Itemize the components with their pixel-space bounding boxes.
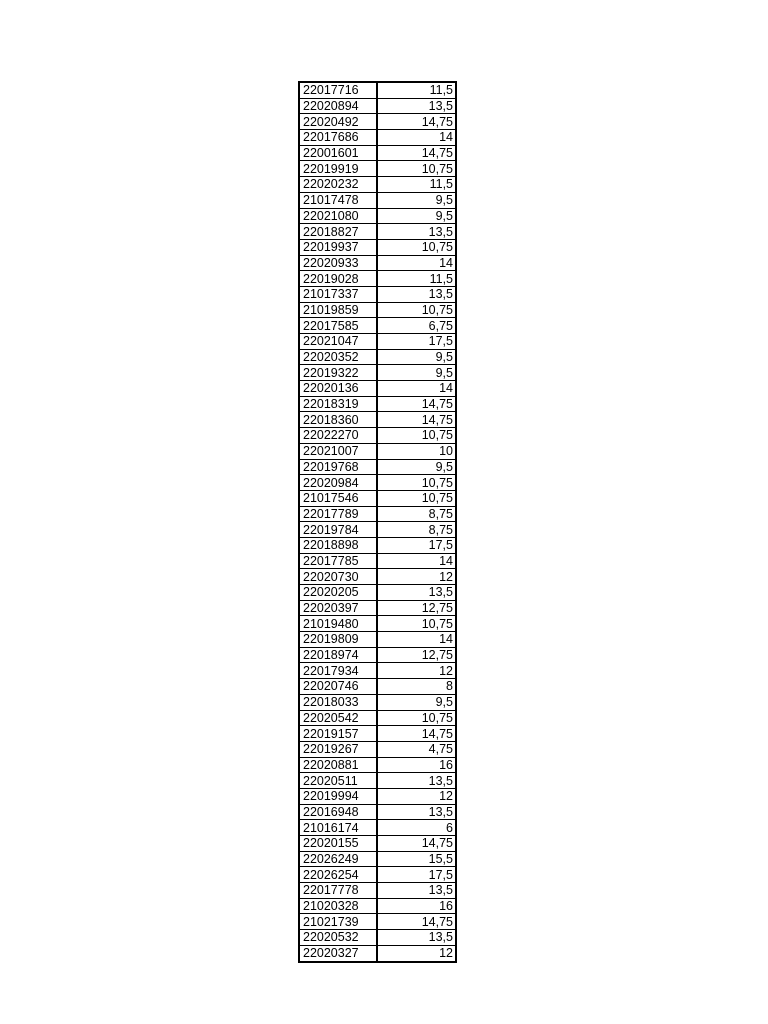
student-id-cell: 22017934 bbox=[299, 663, 377, 679]
table-row bbox=[299, 396, 456, 412]
table-row bbox=[299, 286, 456, 302]
table-row bbox=[299, 271, 456, 287]
table-row bbox=[299, 867, 456, 883]
score-cell: 14 bbox=[377, 632, 456, 648]
table-row bbox=[299, 553, 456, 569]
score-cell: 14,75 bbox=[377, 145, 456, 161]
score-cell: 17,5 bbox=[377, 537, 456, 553]
student-id-cell: 22018827 bbox=[299, 224, 377, 240]
student-id-cell: 22016948 bbox=[299, 804, 377, 820]
table-row bbox=[299, 130, 456, 146]
student-id-cell: 21019859 bbox=[299, 302, 377, 318]
score-cell: 8,75 bbox=[377, 506, 456, 522]
score-cell: 9,5 bbox=[377, 365, 456, 381]
student-id-cell: 22020155 bbox=[299, 836, 377, 852]
grade-table-body bbox=[299, 82, 456, 962]
table-row bbox=[299, 537, 456, 553]
student-id-cell: 22019028 bbox=[299, 271, 377, 287]
table-row bbox=[299, 726, 456, 742]
table-row bbox=[299, 820, 456, 836]
table-row bbox=[299, 334, 456, 350]
score-cell: 15,5 bbox=[377, 851, 456, 867]
student-id-cell: 22019768 bbox=[299, 459, 377, 475]
table-row bbox=[299, 443, 456, 459]
student-id-cell: 22019994 bbox=[299, 788, 377, 804]
table-row bbox=[299, 349, 456, 365]
score-cell: 13,5 bbox=[377, 224, 456, 240]
score-cell: 14 bbox=[377, 553, 456, 569]
table-row bbox=[299, 365, 456, 381]
grade-table bbox=[298, 81, 457, 963]
table-row bbox=[299, 757, 456, 773]
table-row bbox=[299, 647, 456, 663]
table-row bbox=[299, 851, 456, 867]
score-cell: 11,5 bbox=[377, 271, 456, 287]
student-id-cell: 22026254 bbox=[299, 867, 377, 883]
student-id-cell: 22020881 bbox=[299, 757, 377, 773]
student-id-cell: 22017686 bbox=[299, 130, 377, 146]
table-row bbox=[299, 145, 456, 161]
score-cell: 17,5 bbox=[377, 867, 456, 883]
student-id-cell: 22026249 bbox=[299, 851, 377, 867]
student-id-cell: 21017546 bbox=[299, 490, 377, 506]
student-id-cell: 22018898 bbox=[299, 537, 377, 553]
score-cell: 14,75 bbox=[377, 726, 456, 742]
table-row bbox=[299, 898, 456, 914]
table-row bbox=[299, 836, 456, 852]
table-row bbox=[299, 114, 456, 130]
student-id-cell: 21020328 bbox=[299, 898, 377, 914]
student-id-cell: 21017337 bbox=[299, 286, 377, 302]
score-cell: 14 bbox=[377, 130, 456, 146]
score-cell: 12 bbox=[377, 663, 456, 679]
student-id-cell: 21016174 bbox=[299, 820, 377, 836]
student-id-cell: 22020352 bbox=[299, 349, 377, 365]
student-id-cell: 22021047 bbox=[299, 334, 377, 350]
table-row bbox=[299, 239, 456, 255]
score-cell: 12 bbox=[377, 788, 456, 804]
score-cell: 10,75 bbox=[377, 616, 456, 632]
student-id-cell: 22018360 bbox=[299, 412, 377, 428]
table-row bbox=[299, 741, 456, 757]
score-cell: 10,75 bbox=[377, 475, 456, 491]
score-cell: 6,75 bbox=[377, 318, 456, 334]
student-id-cell: 22020205 bbox=[299, 585, 377, 601]
student-id-cell: 22020730 bbox=[299, 569, 377, 585]
student-id-cell: 22001601 bbox=[299, 145, 377, 161]
table-row bbox=[299, 490, 456, 506]
student-id-cell: 22019919 bbox=[299, 161, 377, 177]
score-cell: 14,75 bbox=[377, 114, 456, 130]
score-cell: 10,75 bbox=[377, 428, 456, 444]
student-id-cell: 22017716 bbox=[299, 82, 377, 98]
student-id-cell: 22020894 bbox=[299, 98, 377, 114]
score-cell: 10,75 bbox=[377, 490, 456, 506]
score-cell: 6 bbox=[377, 820, 456, 836]
student-id-cell: 22018319 bbox=[299, 396, 377, 412]
score-cell: 13,5 bbox=[377, 98, 456, 114]
student-id-cell: 22021007 bbox=[299, 443, 377, 459]
table-row bbox=[299, 914, 456, 930]
score-cell: 13,5 bbox=[377, 883, 456, 899]
student-id-cell: 22017785 bbox=[299, 553, 377, 569]
student-id-cell: 22020984 bbox=[299, 475, 377, 491]
table-row bbox=[299, 255, 456, 271]
score-cell: 10,75 bbox=[377, 239, 456, 255]
student-id-cell: 22020542 bbox=[299, 710, 377, 726]
student-id-cell: 22020511 bbox=[299, 773, 377, 789]
student-id-cell: 22017789 bbox=[299, 506, 377, 522]
student-id-cell: 22019157 bbox=[299, 726, 377, 742]
score-cell: 14,75 bbox=[377, 914, 456, 930]
student-id-cell: 21019480 bbox=[299, 616, 377, 632]
score-cell: 12,75 bbox=[377, 647, 456, 663]
student-id-cell: 22019809 bbox=[299, 632, 377, 648]
score-cell: 10,75 bbox=[377, 710, 456, 726]
table-row bbox=[299, 161, 456, 177]
student-id-cell: 21021739 bbox=[299, 914, 377, 930]
score-cell: 9,5 bbox=[377, 459, 456, 475]
score-cell: 14 bbox=[377, 381, 456, 397]
score-cell: 11,5 bbox=[377, 177, 456, 193]
score-cell: 12,75 bbox=[377, 600, 456, 616]
table-row bbox=[299, 98, 456, 114]
table-row bbox=[299, 600, 456, 616]
student-id-cell: 22022270 bbox=[299, 428, 377, 444]
score-cell: 14,75 bbox=[377, 836, 456, 852]
student-id-cell: 22020397 bbox=[299, 600, 377, 616]
student-id-cell: 22018974 bbox=[299, 647, 377, 663]
table-row bbox=[299, 522, 456, 538]
score-cell: 13,5 bbox=[377, 804, 456, 820]
student-id-cell: 22019267 bbox=[299, 741, 377, 757]
table-row bbox=[299, 616, 456, 632]
student-id-cell: 22020492 bbox=[299, 114, 377, 130]
table-row bbox=[299, 930, 456, 946]
score-cell: 16 bbox=[377, 757, 456, 773]
score-cell: 4,75 bbox=[377, 741, 456, 757]
table-row bbox=[299, 82, 456, 98]
score-cell: 12 bbox=[377, 945, 456, 961]
table-row bbox=[299, 177, 456, 193]
score-cell: 16 bbox=[377, 898, 456, 914]
student-id-cell: 21017478 bbox=[299, 192, 377, 208]
score-cell: 10 bbox=[377, 443, 456, 459]
student-id-cell: 22018033 bbox=[299, 694, 377, 710]
score-cell: 13,5 bbox=[377, 585, 456, 601]
table-row bbox=[299, 663, 456, 679]
table-row bbox=[299, 192, 456, 208]
score-cell: 14,75 bbox=[377, 412, 456, 428]
score-cell: 17,5 bbox=[377, 334, 456, 350]
table-row bbox=[299, 569, 456, 585]
table-row bbox=[299, 804, 456, 820]
table-row bbox=[299, 224, 456, 240]
score-cell: 14 bbox=[377, 255, 456, 271]
student-id-cell: 22017585 bbox=[299, 318, 377, 334]
score-cell: 13,5 bbox=[377, 773, 456, 789]
table-row bbox=[299, 679, 456, 695]
table-row bbox=[299, 788, 456, 804]
student-id-cell: 22019322 bbox=[299, 365, 377, 381]
table-row bbox=[299, 710, 456, 726]
score-cell: 10,75 bbox=[377, 302, 456, 318]
table-row bbox=[299, 412, 456, 428]
score-cell: 9,5 bbox=[377, 694, 456, 710]
score-cell: 13,5 bbox=[377, 930, 456, 946]
score-cell: 11,5 bbox=[429, 83, 453, 98]
student-id-cell: 22020136 bbox=[299, 381, 377, 397]
student-id-cell: 22020232 bbox=[299, 177, 377, 193]
table-row bbox=[299, 381, 456, 397]
score-cell: 8 bbox=[377, 679, 456, 695]
student-id-cell: 22020327 bbox=[299, 945, 377, 961]
table-row bbox=[299, 945, 456, 961]
score-cell: 13,5 bbox=[377, 286, 456, 302]
score-cell: 9,5 bbox=[377, 192, 456, 208]
table-row bbox=[299, 632, 456, 648]
student-id-cell: 22017778 bbox=[299, 883, 377, 899]
score-cell: 9,5 bbox=[377, 349, 456, 365]
table-row bbox=[299, 883, 456, 899]
table-row bbox=[299, 773, 456, 789]
table-row bbox=[299, 585, 456, 601]
table-row bbox=[299, 475, 456, 491]
table-row bbox=[299, 208, 456, 224]
score-cell: 9,5 bbox=[377, 208, 456, 224]
score-cell: 10,75 bbox=[377, 161, 456, 177]
table-row bbox=[299, 694, 456, 710]
student-id-cell: 22020532 bbox=[299, 930, 377, 946]
table-row bbox=[299, 506, 456, 522]
student-id-cell: 22020746 bbox=[299, 679, 377, 695]
student-id-cell: 22019784 bbox=[299, 522, 377, 538]
score-cell: 14,75 bbox=[377, 396, 456, 412]
table-row bbox=[299, 318, 456, 334]
score-cell: 12 bbox=[377, 569, 456, 585]
table-row bbox=[299, 459, 456, 475]
score-cell: 8,75 bbox=[377, 522, 456, 538]
student-id-cell: 22019937 bbox=[299, 239, 377, 255]
table-row bbox=[299, 302, 456, 318]
table-row bbox=[299, 428, 456, 444]
student-id-cell: 22021080 bbox=[299, 208, 377, 224]
student-id-cell: 22020933 bbox=[299, 255, 377, 271]
